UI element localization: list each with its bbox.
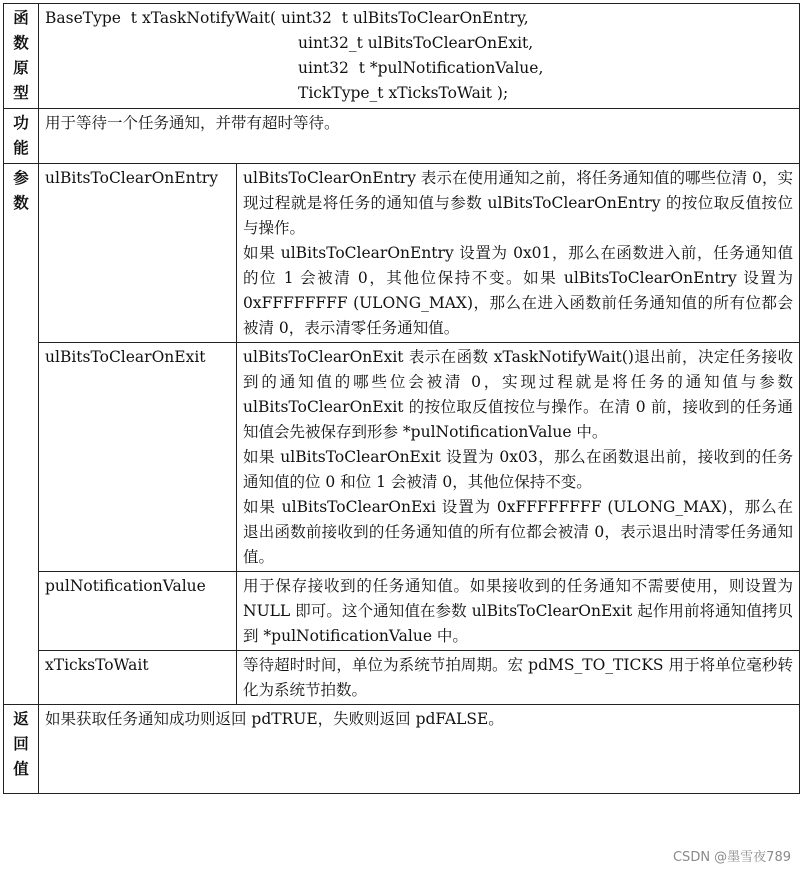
- prototype-line-4: TickType_t xTicksToWait );: [298, 84, 509, 102]
- header-char: 原: [13, 59, 29, 77]
- param-paragraph: ulBitsToClearOnExit 表示在函数 xTaskNotifyWait()退出前，决定任务接收到的通知值的哪些位会被清 0，实现过程就是将任务的通知值与参数 ulBitsToClearOnExit 的按位取反值按位与操作。在清 0 前，接收到的任务通知值会先被保存到形参 *pulNotificationValue 中。: [243, 348, 793, 441]
- prototype-line-2: uint32_t ulBitsToClearOnExit,: [298, 34, 534, 52]
- param-description: [237, 164, 800, 343]
- prototype-line-3: uint32 t *pulNotificationValue,: [298, 59, 544, 77]
- return-row: [4, 705, 800, 794]
- header-char: 功: [13, 114, 29, 132]
- param-description: [237, 651, 800, 705]
- header-char: 回: [13, 735, 29, 753]
- param-name: pulNotificationValue: [39, 572, 237, 651]
- watermark: CSDN @墨雪夜789: [672, 850, 791, 865]
- param-row: [4, 343, 800, 572]
- function-header: [4, 109, 39, 164]
- header-char: 能: [13, 139, 29, 157]
- header-char: 返: [13, 710, 29, 728]
- prototype-row: [4, 4, 800, 109]
- api-table: [3, 3, 800, 794]
- return-header: [4, 705, 39, 794]
- param-paragraph: 如果 ulBitsToClearOnExi 设置为 0xFFFFFFFF (ULONG_MAX)，那么在退出函数前接收到的任务通知值的所有位都会被清 0，表示退出时清零任务通知值。: [243, 498, 793, 566]
- param-row: [4, 572, 800, 651]
- function-description: 用于等待一个任务通知，并带有超时等待。: [39, 109, 800, 164]
- param-paragraph: 如果 ulBitsToClearOnExit 设置为 0x03，那么在函数退出前，接收到的任务通知值的位 0 和位 1 会被清 0，其他位保持不变。: [243, 448, 793, 491]
- param-description: [237, 343, 800, 572]
- param-paragraph: 用于保存接收到的任务通知值。如果接收到的任务通知不需要使用，则设置为 NULL 即可。这个通知值在参数 ulBitsToClearOnExit 起作用前将通知值拷贝到 *pulNotificationValue 中。: [243, 577, 793, 645]
- header-char: 数: [13, 34, 29, 52]
- header-char: 型: [13, 84, 29, 102]
- header-char: 数: [13, 194, 29, 212]
- param-paragraph: ulBitsToClearOnEntry 表示在使用通知之前，将任务通知值的哪些位清 0，实现过程就是将任务的通知值与参数 ulBitsToClearOnEntry 的按位取反值按位与操作。: [243, 169, 793, 237]
- header-char: 函: [13, 9, 29, 27]
- param-description: [237, 572, 800, 651]
- param-row: [4, 651, 800, 705]
- param-name: ulBitsToClearOnExit: [39, 343, 237, 572]
- function-row: [4, 109, 800, 164]
- params-header: [4, 164, 39, 705]
- header-char: 参: [13, 169, 29, 187]
- prototype-line-1: BaseType t xTaskNotifyWait( uint32 t ulBitsToClearOnEntry,: [45, 9, 529, 27]
- return-description: 如果获取任务通知成功则返回 pdTRUE，失败则返回 pdFALSE。: [39, 705, 800, 794]
- header-char: 值: [13, 760, 29, 778]
- prototype-cell: [39, 4, 800, 109]
- param-row: [4, 164, 800, 343]
- param-paragraph: 如果 ulBitsToClearOnEntry 设置为 0x01，那么在函数进入前，任务通知值的位 1 会被清 0，其他位保持不变。如果 ulBitsToClearOnEntry 设置为 0xFFFFFFFF (ULONG_MAX)，那么在进入函数前任务通知值的所有位都会被清 0，表示清零任务通知值。: [243, 244, 793, 337]
- param-name: xTicksToWait: [39, 651, 237, 705]
- param-paragraph: 等待超时时间，单位为系统节拍周期。宏 pdMS_TO_TICKS 用于将单位毫秒转化为系统节拍数。: [243, 656, 793, 699]
- param-name: ulBitsToClearOnEntry: [39, 164, 237, 343]
- prototype-header: [4, 4, 39, 109]
